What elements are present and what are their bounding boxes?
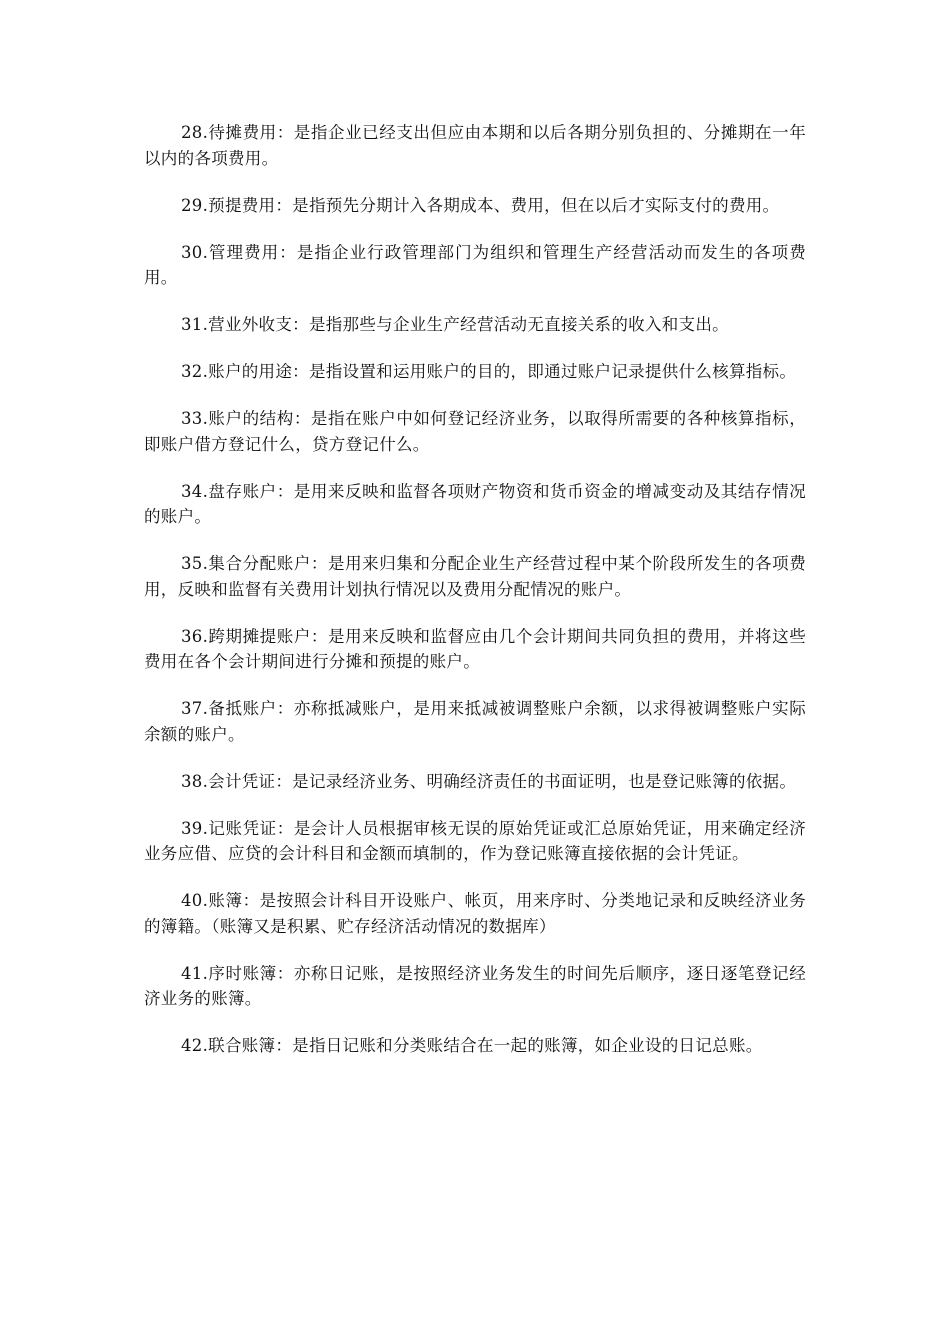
definition-34: 34.盘存账户：是用来反映和监督各项财产物资和货币资金的增减变动及其结存情况的账户。: [144, 481, 806, 526]
definition-29: 29.预提费用：是指预先分期计入各期成本、费用，但在以后才实际支付的费用。: [181, 195, 780, 215]
definition-39: 39.记账凭证：是会计人员根据审核无误的原始凭证或汇总原始凭证，用来确定经济业务应借、应贷的会计科目和金额而填制的，作为登记账簿直接依据的会计凭证。: [144, 818, 806, 863]
definition-31: 31.营业外收支：是指那些与企业生产经营活动无直接关系的收入和支出。: [181, 315, 729, 334]
definition-38: 38.会计凭证：是记录经济业务、明确经济责任的书面证明，也是登记账簿的依据。: [181, 771, 797, 791]
definition-28: 28.待摊费用：是指企业已经支出但应由本期和以后各期分别负担的、分摊期在一年以内的各项费用。: [144, 123, 806, 168]
definition-33: 33.账户的结构：是指在账户中如何登记经济业务，以取得所需要的各种核算指标，即账户借方登记什么，贷方登记什么。: [144, 409, 806, 454]
definition-30: 30.管理费用：是指企业行政管理部门为组织和管理生产经营活动而发生的各项费用。: [144, 242, 806, 287]
definition-40: 40.账簿：是按照会计科目开设账户、帐页，用来序时、分类地记录和反映经济业务的簿籍。（账簿又是积累、贮存经济活动情况的数据库）: [144, 891, 806, 936]
definition-36: 36.跨期摊提账户：是用来反映和监督应由几个会计期间共同负担的费用，并将这些费用在各个会计期间进行分摊和预提的账户。: [144, 626, 806, 671]
document-body: [144, 120, 806, 1080]
definition-32: 32.账户的用途：是指设置和运用账户的目的，即通过账户记录提供什么核算指标。: [181, 362, 797, 381]
definition-35: 35.集合分配账户：是用来归集和分配企业生产经营过程中某个阶段所发生的各项费用，反映和监督有关费用计划执行情况以及费用分配情况的账户。: [144, 554, 806, 599]
definition-42: 42.联合账簿：是指日记账和分类账结合在一起的账簿，如企业设的日记总账。: [181, 1036, 763, 1055]
definition-41: 41.序时账簿：亦称日记账，是按照经济业务发生的时间先后顺序，逐日逐笔登记经济业务的账簿。: [144, 963, 806, 1008]
definition-37: 37.备抵账户：亦称抵减账户，是用来抵减被调整账户余额，以求得被调整账户实际余额的账户。: [144, 699, 806, 744]
